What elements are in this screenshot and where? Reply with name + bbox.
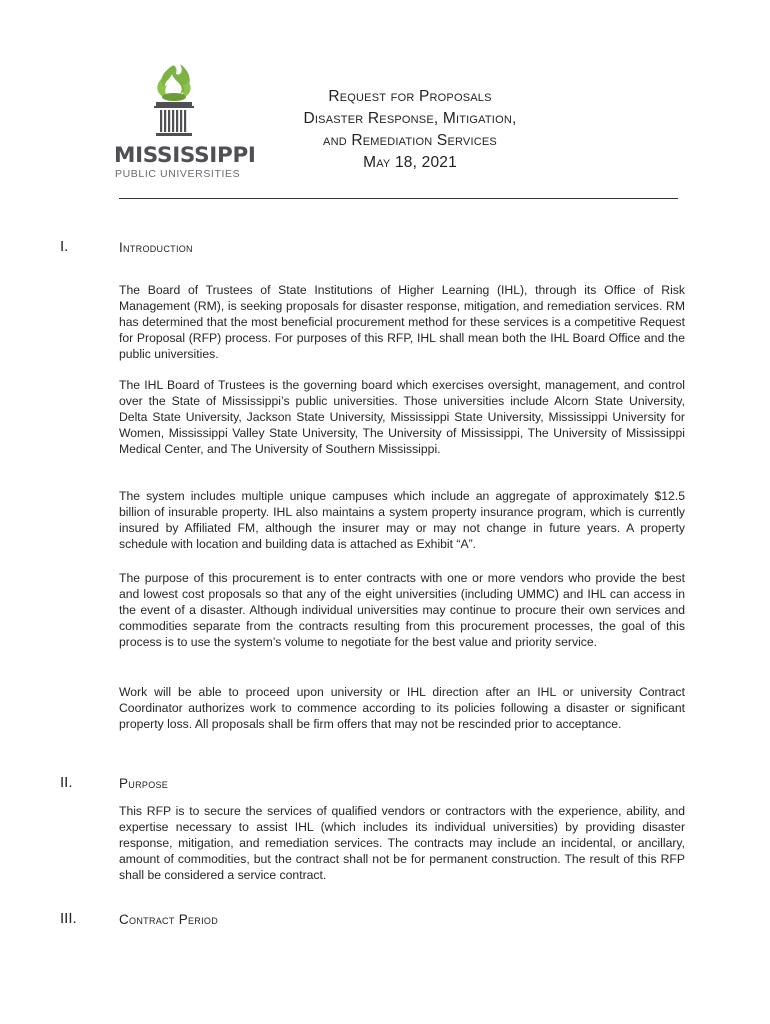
section-title-purpose: Purpose: [119, 776, 169, 791]
section-number: II.: [60, 774, 73, 791]
header-divider: [119, 198, 678, 199]
title-line: Disaster Response, Mitigation,: [303, 110, 517, 127]
paragraph: This RFP is to secure the services of qualified vendors or contractors with the experience, ability, and expertise necessary to assist IHL (which includes its individual universities) by providing disaster response, mitigation, and remediation services. The contracts may include an incidental, or ancillary, amount of commodities, but the contract shall not be for permanent construction. The result of this RFP shall be considered a service contract.: [119, 804, 685, 882]
title-date: May 18, 2021: [363, 154, 457, 171]
section-title-contract-period: Contract Period: [119, 912, 219, 927]
paragraph: The system includes multiple unique campuses which include an aggregate of approximately $12.5 billion of insurable property. IHL also maintains a system property insurance program, which is currently insured by Affiliated FM, although the insurer may or may not change in future years. A property schedule with location and building data is attached as Exhibit “A”.: [119, 489, 685, 551]
section-number: I.: [60, 238, 69, 255]
mississippi-public-universities-logo: [114, 60, 254, 185]
flame-pillar-icon: [114, 60, 254, 144]
logo-wordmark: MISSISSIPPI: [114, 143, 256, 168]
paragraph: The Board of Trustees of State Institutions of Higher Learning (IHL), through its Office of Risk Management (RM), is seeking proposals for disaster response, mitigation, and remediation services. RM has determined that the most beneficial procurement method for these services is a competitive Request for Proposal (RFP) process. For purposes of this RFP, IHL shall mean both the IHL Board Office and the public universities.: [119, 283, 685, 361]
title-line: and Remediation Services: [323, 132, 497, 149]
paragraph: The IHL Board of Trustees is the governing board which exercises oversight, management, and control over the State of Mississippi’s public universities. Those universities include Alcorn State University, Delta State University, Jackson State University, Mississippi State University, Mississippi University for Women, Mississippi Valley State University, The University of Mississippi, The University of Mississippi Medical Center, and The University of Southern Mississippi.: [119, 378, 685, 456]
document-title: [240, 86, 580, 174]
title-line: Request for Proposals: [328, 88, 492, 105]
section-title-introduction: Introduction: [119, 240, 193, 255]
paragraph: Work will be able to proceed upon university or IHL direction after an IHL or university Contract Coordinator authorizes work to commence according to its policies following a disaster or significant property loss. All proposals shall be firm offers that may not be rescinded prior to acceptance.: [119, 685, 685, 731]
logo-subtitle: PUBLIC UNIVERSITIES: [115, 168, 241, 180]
paragraph: The purpose of this procurement is to enter contracts with one or more vendors who provide the best and lowest cost proposals so that any of the eight universities (including UMMC) and IHL can access in the event of a disaster. Although individual universities may continue to procure their own services and commodities separate from the contracts resulting from this procurement processes, the goal of this process is to use the system’s volume to negotiate for the best value and priority service.: [119, 571, 685, 649]
section-number: III.: [60, 910, 77, 927]
